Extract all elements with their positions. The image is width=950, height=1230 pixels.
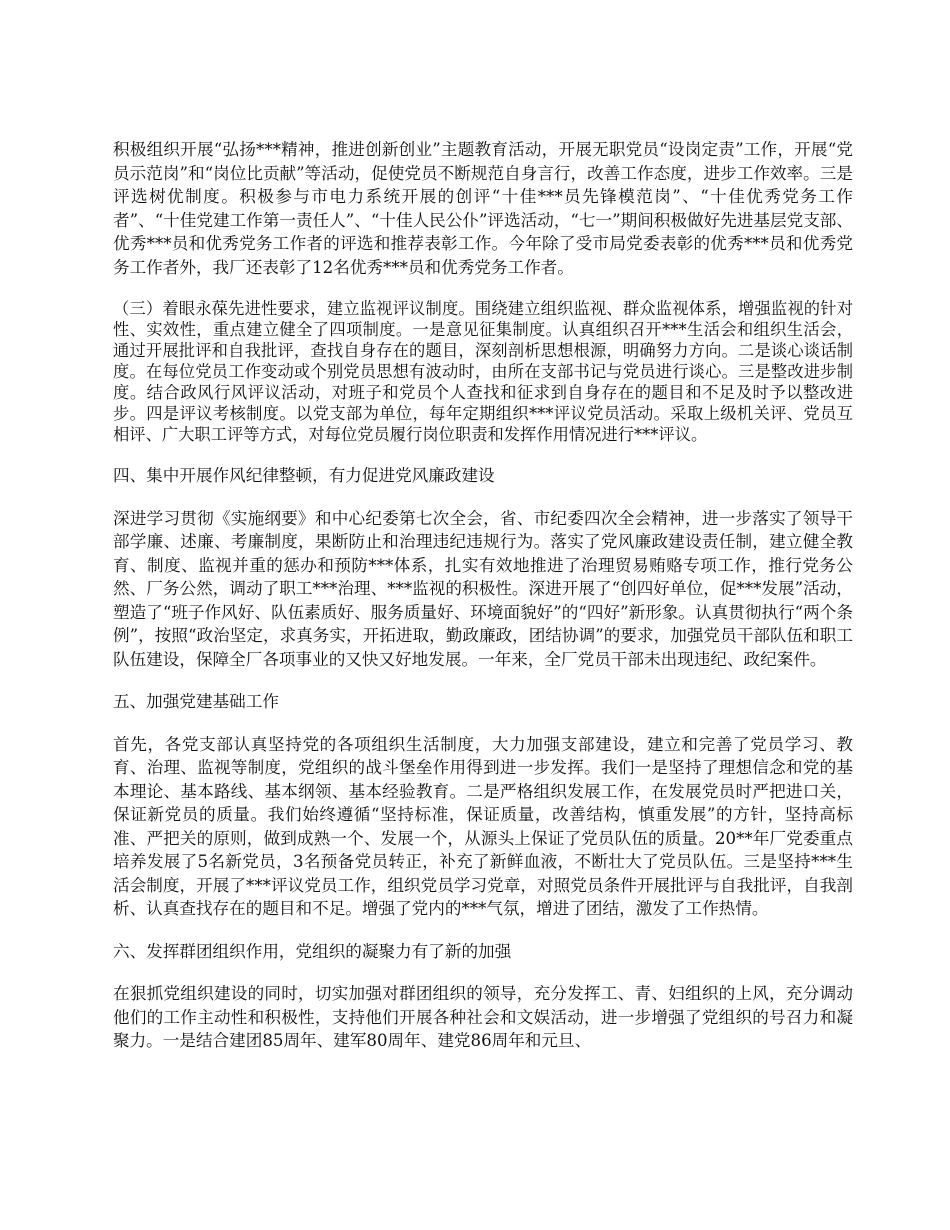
section-heading-6: 六、发挥群团组织作用，党组织的凝聚力有了新的加强: [113, 941, 512, 961]
paragraph-mass-organizations: 在狠抓党组织建设的同时，切实加强对群团组织的领导，充分发挥工、青、妇组织的上风，充分调动他们的工作主动性和积极性，支持他们开展各种社会和文娱活动，进一步增强了党组织的号召力和凝聚力。一是结合建团85周年、建军80周年、建党86周年和元旦、: [113, 984, 853, 1050]
paragraph-supervision-system: （三）着眼永葆先进性要求，建立监视评议制度。围绕建立组织监视、群众监视体系，增强监视的针对性、实效性，重点建立健全了四项制度。一是意见征集制度。认真组织召开***生活会和组织生活会，通过开展批评和自我批评，查找自身存在的题目，深刻剖析思想根源，明确努力方向。二是谈心谈话制度。在每位党员工作变动或个别党员思想有波动时，由所在支部书记与党员进行谈心。三是整改进步制度。结合政风行风评议活动，对班子和党员个人查找和征求到自身存在的题目和不足及时予以整改进步。四是评议考核制度。以党支部为单位，每年定期组织***评议党员活动。采取上级机关评、党员互相评、广大职工评等方式，对每位党员履行岗位职责和发挥作用情况进行***评议。: [113, 299, 853, 444]
document-body: [113, 138, 853, 1072]
section-heading-4: 四、集中开展作风纪律整顿，有力促进党风廉政建设: [113, 466, 495, 485]
paragraph-integrity-building: 深进学习贯彻《实施纲要》和中心纪委第七次全会，省、市纪委四次全会精神，进一步落实了领导干部学廉、述廉、考廉制度，果断防止和治理违纪违规行为。落实了党风廉政建设责任制，建立健全教育、制度、监视并重的惩办和预防***体系，扎实有效地推进了治理贸易贿赂专项工作，推行党务公然、厂务公然，调动了职工***治理、***监视的积极性。深进开展了“创四好单位，促***发展”活动，塑造了“班子作风好、队伍素质好、服务质量好、环境面貌好”的“四好”新形象。认真贯彻执行“两个条例”，按照“政治坚定，求真务实，开拓进取，勤政廉政，团结协调”的要求，加强党员干部队伍和职工队伍建设，保障全厂各项事业的又快又好地发展。一年来，全厂党员干部未出现违纪、政纪案件。: [113, 508, 853, 669]
paragraph-exemplary-activities: 积极组织开展“弘扬***精神，推进创新创业”主题教育活动，开展无职党员“设岗定责”工作，开展“党员示范岗”和“岗位比贡献”等活动，促使党员不断规范自身言行，改善工作态度，进步工作效率。三是评选树优制度。积极参与市电力系统开展的创评“十佳***员先锋模范岗”、“十佳优秀党务工作者”、“十佳党建工作第一责任人”、“十佳人民公仆”评选活动，“七一”期间积极做好先进基层党支部、优秀***员和优秀党务工作者的评选和推荐表彰工作。今年除了受市局党委表彰的优秀***员和优秀党务工作者外，我厂还表彰了12名优秀***员和优秀党务工作者。: [113, 140, 853, 277]
section-heading-5: 五、加强党建基础工作: [113, 692, 279, 711]
paragraph-party-foundation: 首先，各党支部认真坚持党的各项组织生活制度，大力加强支部建设，建立和完善了党员学习、教育、治理、监视等制度，党组织的战斗堡垒作用得到进一步发挥。我们一是坚持了理想信念和党的基本理论、基本路线、基本纲领、基本经验教育。二是严格组织发展工作，在发展党员时严把进口关，保证新党员的质量。我们始终遵循“坚持标准，保证质量，改善结构，慎重发展”的方针，坚持高标准、严把关的原则，做到成熟一个、发展一个，从源头上保证了党员队伍的质量。20**年厂党委重点培养发展了5名新党员，3名预备党员转正，补充了新鲜血液，不断壮大了党员队伍。三是坚持***生活会制度，开展了***评议党员工作，组织党员学习党章，对照党员条件开展批评与自我批评，自我剖析、认真查找存在的题目和不足。增强了党内的***气氛，增进了团结，激发了工作热情。: [113, 734, 853, 918]
